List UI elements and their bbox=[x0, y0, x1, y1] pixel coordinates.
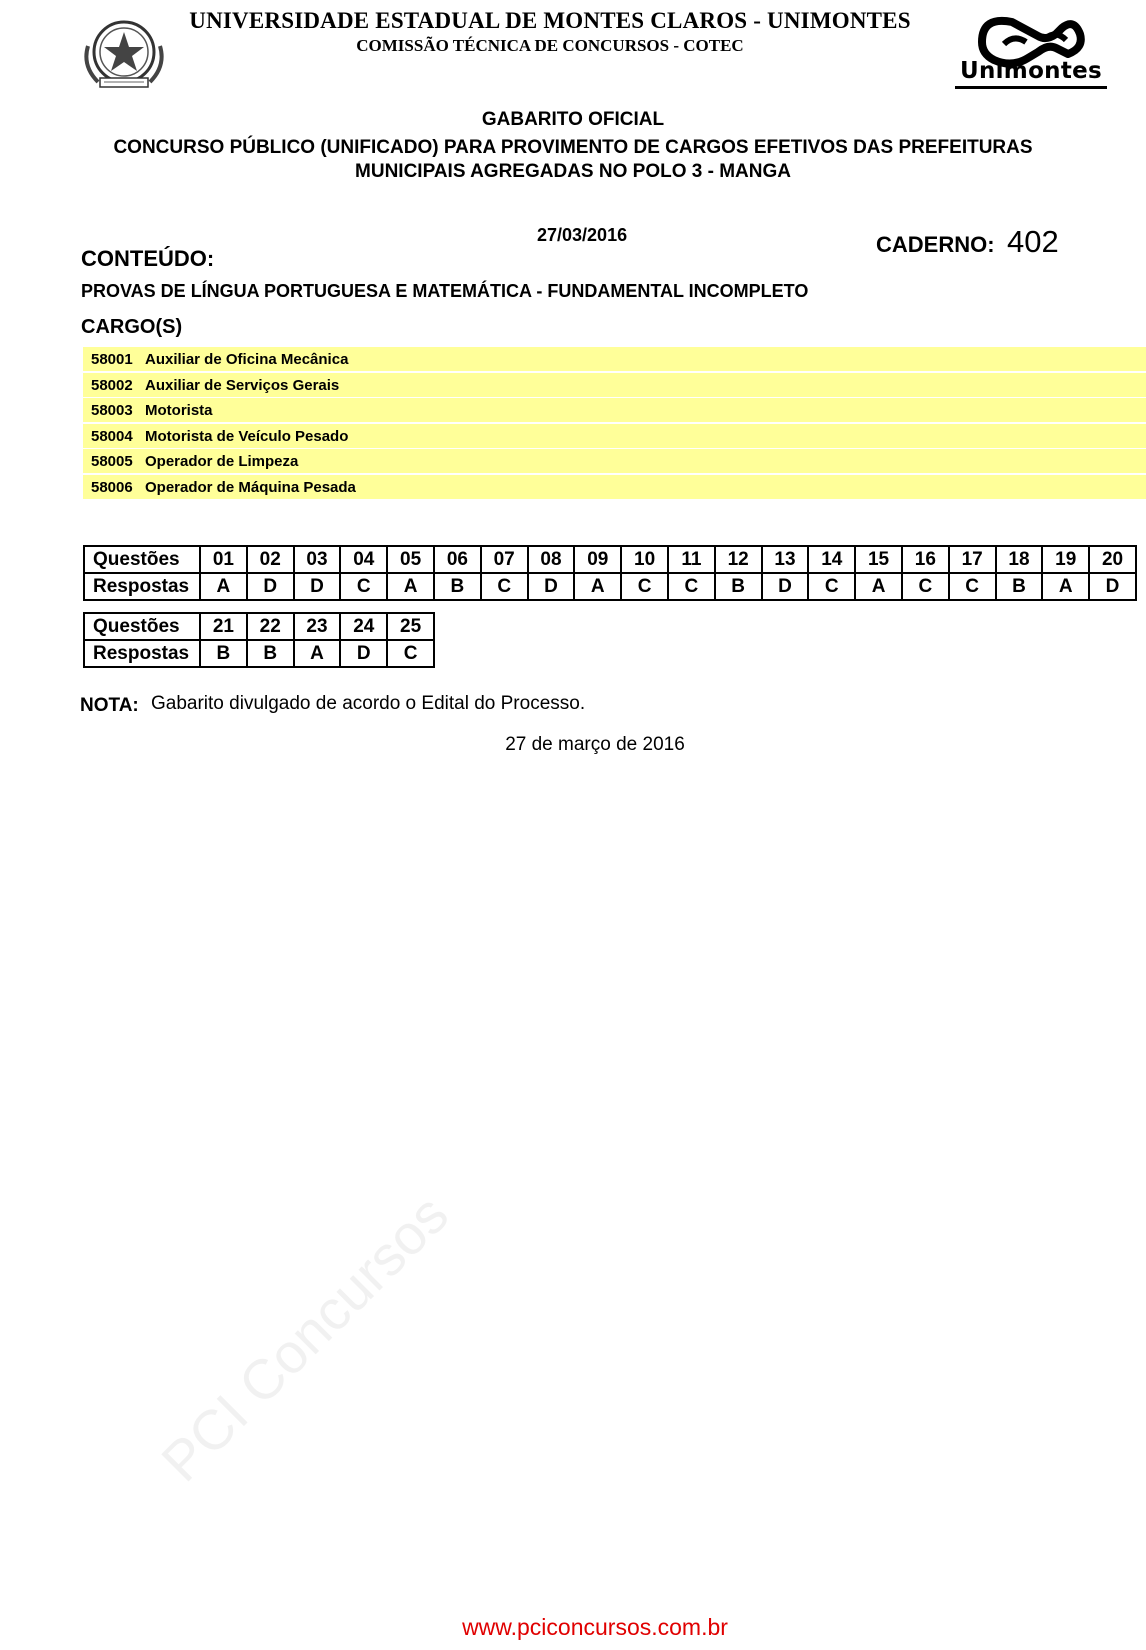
question-number-cell: 20 bbox=[1089, 546, 1136, 573]
cargo-name: Auxiliar de Serviços Gerais bbox=[145, 376, 340, 394]
answers-label: Respostas bbox=[84, 573, 200, 600]
answer-cell: A bbox=[294, 640, 341, 667]
answer-table-1 bbox=[83, 545, 1137, 601]
cargo-code: 58003 bbox=[91, 402, 133, 420]
cargo-row bbox=[83, 347, 1146, 371]
gabarito-title: GABARITO OFICIAL bbox=[481, 109, 665, 130]
cargo-name: Motorista de Veículo Pesado bbox=[145, 427, 349, 445]
answer-cell: A bbox=[1042, 573, 1089, 600]
questions-label: Questões bbox=[84, 613, 200, 640]
cargo-name: Auxiliar de Oficina Mecânica bbox=[145, 351, 349, 368]
cargo-row bbox=[83, 398, 1146, 422]
caderno-number: 402 bbox=[1007, 224, 1059, 259]
cargo-row bbox=[83, 475, 1146, 499]
question-number-cell: 17 bbox=[949, 546, 996, 573]
answer-cell: D bbox=[762, 573, 809, 600]
question-number-cell: 05 bbox=[387, 546, 434, 573]
answer-table-2 bbox=[83, 612, 435, 668]
question-number-cell: 06 bbox=[434, 546, 481, 573]
question-number-cell: 02 bbox=[247, 546, 294, 573]
answer-cell: C bbox=[902, 573, 949, 600]
concurso-title-line2: MUNICIPAIS AGREGADAS NO POLO 3 - MANGA bbox=[355, 161, 791, 182]
cargo-code: 58004 bbox=[91, 427, 133, 445]
question-number-cell: 13 bbox=[762, 546, 809, 573]
question-number-cell: 21 bbox=[200, 613, 247, 640]
cargo-code: 58005 bbox=[91, 453, 133, 471]
answer-cell: B bbox=[247, 640, 294, 667]
question-number-cell: 16 bbox=[902, 546, 949, 573]
conteudo-label: CONTEÚDO: bbox=[81, 246, 215, 271]
footer-url[interactable]: www.pciconcursos.com.br bbox=[462, 1614, 728, 1640]
answer-cell: C bbox=[387, 640, 434, 667]
question-number-cell: 15 bbox=[855, 546, 902, 573]
state-coat-of-arms-icon bbox=[80, 16, 168, 94]
answers-label: Respostas bbox=[84, 640, 200, 667]
cargo-code: 58001 bbox=[91, 351, 133, 368]
conteudo-text: PROVAS DE LÍNGUA PORTUGUESA E MATEMÁTICA - FUNDAMENTAL INCOMPLETO bbox=[81, 281, 809, 301]
questions-row bbox=[84, 546, 1136, 573]
question-number-cell: 24 bbox=[340, 613, 387, 640]
cargo-name: Operador de Máquina Pesada bbox=[145, 478, 356, 496]
answers-row bbox=[84, 573, 1136, 600]
publication-date: 27 de março de 2016 bbox=[505, 734, 685, 755]
cargo-name: Operador de Limpeza bbox=[145, 453, 299, 471]
question-number-cell: 04 bbox=[340, 546, 387, 573]
answer-cell: C bbox=[668, 573, 715, 600]
answer-cell: B bbox=[996, 573, 1043, 600]
cargos-heading: CARGO(S) bbox=[81, 316, 183, 338]
nota-label: NOTA: bbox=[80, 695, 139, 716]
answer-cell: A bbox=[387, 573, 434, 600]
answer-cell: D bbox=[1089, 573, 1136, 600]
answer-cell: D bbox=[340, 640, 387, 667]
cargo-row bbox=[83, 424, 1146, 448]
answer-cell: C bbox=[340, 573, 387, 600]
nota-text: Gabarito divulgado de acordo o Edital do Processo. bbox=[151, 693, 586, 714]
answer-cell: B bbox=[434, 573, 481, 600]
question-number-cell: 03 bbox=[294, 546, 341, 573]
cargo-row bbox=[83, 449, 1146, 473]
question-number-cell: 01 bbox=[200, 546, 247, 573]
question-number-cell: 10 bbox=[621, 546, 668, 573]
question-number-cell: 12 bbox=[715, 546, 762, 573]
question-number-cell: 07 bbox=[481, 546, 528, 573]
cargo-row bbox=[83, 373, 1146, 397]
answer-cell: C bbox=[808, 573, 855, 600]
answer-cell: C bbox=[949, 573, 996, 600]
commission-title: COMISSÃO TÉCNICA DE CONCURSOS - COTEC bbox=[356, 36, 744, 55]
question-number-cell: 11 bbox=[668, 546, 715, 573]
question-number-cell: 18 bbox=[996, 546, 1043, 573]
answers-row bbox=[84, 640, 434, 667]
cargo-name: Motorista bbox=[145, 402, 213, 420]
question-number-cell: 09 bbox=[574, 546, 621, 573]
question-number-cell: 08 bbox=[528, 546, 575, 573]
answer-cell: C bbox=[621, 573, 668, 600]
question-number-cell: 22 bbox=[247, 613, 294, 640]
concurso-title-line1: CONCURSO PÚBLICO (UNIFICADO) PARA PROVIMENTO DE CARGOS EFETIVOS DAS PREFEITURAS bbox=[113, 137, 1033, 158]
question-number-cell: 25 bbox=[387, 613, 434, 640]
answer-cell: A bbox=[574, 573, 621, 600]
question-number-cell: 23 bbox=[294, 613, 341, 640]
cargo-code: 58006 bbox=[91, 478, 133, 496]
question-number-cell: 19 bbox=[1042, 546, 1089, 573]
answer-cell: B bbox=[200, 640, 247, 667]
watermark: PCI Concursos bbox=[149, 1182, 461, 1494]
cargo-code: 58002 bbox=[91, 376, 133, 394]
answer-cell: A bbox=[855, 573, 902, 600]
answer-cell: B bbox=[715, 573, 762, 600]
question-number-cell: 14 bbox=[808, 546, 855, 573]
logo-underline bbox=[955, 86, 1107, 89]
cargos-list bbox=[83, 347, 1146, 501]
institution-title: UNIVERSIDADE ESTADUAL DE MONTES CLAROS - UNIMONTES bbox=[189, 8, 911, 33]
logo-text: Unimontes bbox=[959, 58, 1103, 84]
caderno-label: CADERNO: bbox=[876, 232, 995, 257]
questions-row bbox=[84, 613, 434, 640]
answer-cell: D bbox=[247, 573, 294, 600]
answer-cell: D bbox=[294, 573, 341, 600]
exam-date: 27/03/2016 bbox=[537, 225, 628, 245]
answer-cell: D bbox=[528, 573, 575, 600]
answer-cell: C bbox=[481, 573, 528, 600]
questions-label: Questões bbox=[84, 546, 200, 573]
answer-cell: A bbox=[200, 573, 247, 600]
